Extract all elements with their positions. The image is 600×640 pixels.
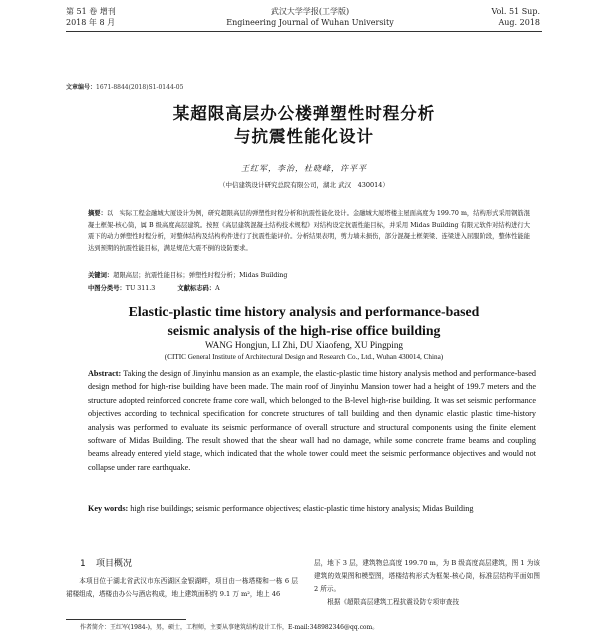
abstract-en-text: Taking the design of Jinyinhu mansion as an example, the elastic-plastic time history analysis method and performance-based design method for high-rise building have been made. The main roof of Jinyinhu Mansion tower had a height of 199.7 meters and the structure adopted reinforced concrete frame core wall, which belonged to the B-level high-rise building. It was set seismic performance objectives according to technical specification for concrete structures of tall building and then dynamic elastic plastic time-history analysis was performed to evaluate its seismic performance of overall structure and structural components using the finite element software of Midas Building. The result showed that the shear wall had no damage, while some concrete frame beams and coupling beams already entered yield stage, which indicated that the whole tower could meet the seismic performance objectives and would not collapse under rare earthquake. xyxy=(88,369,536,472)
abstract-zh xyxy=(88,208,530,254)
doc-code-label: 文献标志码： xyxy=(177,285,216,292)
keywords-zh-label: 关键词： xyxy=(88,272,114,279)
abstract-zh-label: 摘要： xyxy=(88,210,107,217)
body-column-left xyxy=(66,557,298,601)
affiliation-en: (CITIC General Institute of Architectural Design and Research Co., Ltd., Wuhan 430014, China) xyxy=(164,353,444,361)
authors-zh: 王红军，李治，杜晓峰，许平平 xyxy=(241,164,367,173)
abstract-en-label: Abstract: xyxy=(88,369,122,378)
section-heading xyxy=(66,557,298,571)
keywords-en-text: high rise buildings; seismic performance objectives; elastic-plastic time history analysis; Midas Building xyxy=(130,504,474,513)
abstract-zh-text: 以 实际工程金融城大厦设计为例，研究超限高层的弹塑性时程分析和抗震性能化设计。金融城大厦塔楼主屋面高度为 199.70 m，结构形式采用钢筋混凝土框架-核心筒，属 B 级高度高层建筑。按照《高层建筑混凝土结构技术规程》对结构设定抗震性能目标，并采用 Midas Building 有限元软件对结构进行大震下的动力弹塑性时程分析，对整体结构及结构构件进行了抗震性能评价。分析结果表明，剪力墙未损伤，部分混凝土框架梁、连梁进入屈服阶段，整体性能能达到预期的抗震性能目标，满足规范大震不倒的设防要求。 xyxy=(88,210,530,252)
header-divider xyxy=(66,31,542,32)
keywords-zh xyxy=(88,270,530,282)
title-en-line1: Elastic-plastic time history analysis and performance-based xyxy=(128,304,480,319)
title-en-line2: seismic analysis of the high-rise office building xyxy=(167,323,441,338)
article-id xyxy=(66,82,183,91)
affiliation-zh: （中信建筑设计研究总院有限公司，湖北 武汉 430014） xyxy=(219,181,389,189)
footnote-divider xyxy=(66,619,186,620)
body-paragraph: 根据《超限高层建筑工程抗震设防专项审查技 xyxy=(327,598,460,606)
body-paragraph: 本项目位于湖北省武汉市东西湖区金银湖畔，项目由一栋塔楼和一栋 6 层裙楼组成，塔楼由办公与酒店构成，地上建筑面积约 9.1 万 m²，地上 46 xyxy=(66,577,298,598)
article-id-value: 1671-8844(2018)S1-0144-05 xyxy=(96,84,184,91)
keywords-zh-text: 超限高层；抗震性能目标；弹塑性时程分析；Midas Building xyxy=(113,272,288,279)
title-zh xyxy=(66,102,542,148)
title-en xyxy=(66,302,542,340)
volume-en: Vol. 51 Sup. xyxy=(491,7,540,16)
authors-en: WANG Hongjun, LI Zhi, DU Xiaofeng, XU Pingping xyxy=(204,340,404,350)
running-header-left xyxy=(66,6,116,28)
clc-value: TU 311.3 xyxy=(125,285,156,292)
classification-zh xyxy=(88,283,530,295)
title-zh-line2: 与抗震性能化设计 xyxy=(234,127,374,146)
doc-code-value: A xyxy=(215,285,220,292)
author-footnote: 作者简介：王红军(1984-)，男，硕士，工程师，主要从事建筑结构设计工作，E-mail:348982346@qq.com。 xyxy=(80,624,379,631)
body-paragraph: 层，地下 3 层，建筑物总高度 199.70 m，为 B 级高度高层建筑，图 1 为该建筑的效果图和模型图，塔楼结构形式为框架-核心筒，标准层结构平面如图 2 所示。 xyxy=(314,559,540,593)
running-header-right xyxy=(491,6,540,28)
abstract-en xyxy=(88,367,536,474)
section-number: 1 xyxy=(80,559,86,569)
keywords-en-label: Key words: xyxy=(88,504,129,513)
date-zh: 2018 年 8 月 xyxy=(66,18,116,27)
keywords-en xyxy=(88,502,536,515)
clc-label: 中图分类号： xyxy=(88,285,126,292)
journal-name-zh: 武汉大学学报(工学版) xyxy=(270,7,350,16)
running-header-center xyxy=(190,6,430,28)
journal-name-en: Engineering Journal of Wuhan University xyxy=(226,18,394,27)
volume-zh: 第 51 卷 增刊 xyxy=(66,7,116,16)
section-title: 项目概况 xyxy=(96,559,133,569)
article-id-label: 文章编号： xyxy=(66,84,97,91)
body-column-right xyxy=(314,557,540,609)
title-zh-line1: 某超限高层办公楼弹塑性时程分析 xyxy=(172,104,436,123)
date-en: Aug. 2018 xyxy=(498,18,540,27)
